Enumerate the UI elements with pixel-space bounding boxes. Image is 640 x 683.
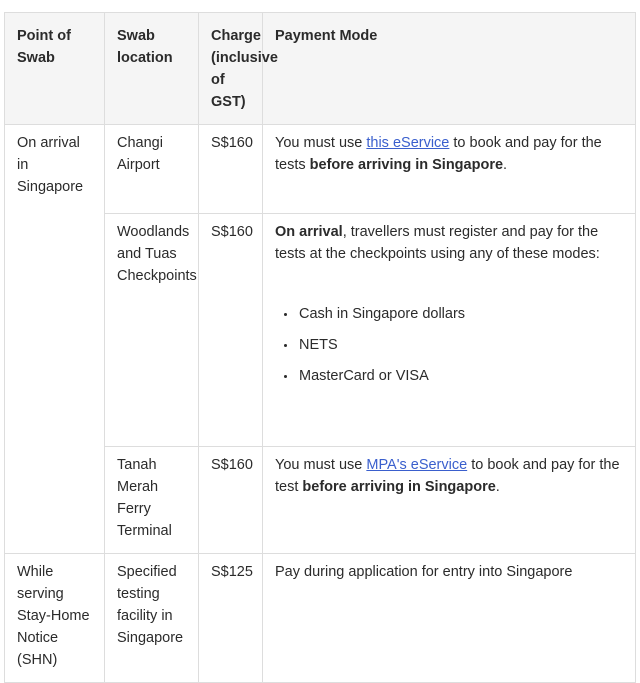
- point-of-swab-cell: While serving Stay-Home Notice (SHN): [5, 554, 105, 683]
- payment-mode-cell: [263, 447, 636, 554]
- table-header-row: [5, 13, 636, 125]
- header-charge: Charge (inclusive of GST): [199, 13, 263, 125]
- payment-text: You must use: [275, 135, 367, 151]
- payment-emphasis: On arrival: [275, 224, 343, 240]
- eservice-link[interactable]: this eService: [366, 135, 450, 151]
- charge-cell: S$160: [199, 447, 263, 554]
- payment-mode-cell: [263, 125, 636, 214]
- table-row: [5, 554, 636, 683]
- table-row: [5, 125, 636, 214]
- payment-mode-cell: Pay during application for entry into Singapore: [263, 554, 636, 683]
- charge-cell: S$125: [199, 554, 263, 683]
- payment-mode-cell: [263, 214, 636, 447]
- swab-location-cell: Woodlands and Tuas Checkpoints: [105, 214, 199, 447]
- swab-charges-table: [4, 12, 636, 683]
- payment-text: , travellers must register and pay for the tests at the checkpoints using any of these modes:: [275, 224, 600, 262]
- list-item: • Cash in Singapore dollars: [297, 303, 625, 325]
- header-swab-location: Swab location: [105, 13, 199, 125]
- payment-text: You must use: [275, 457, 367, 473]
- swab-location-cell: Specified testing facility in Singapore: [105, 554, 199, 683]
- header-payment-mode: Payment Mode: [263, 13, 636, 125]
- payment-text: .: [495, 479, 500, 495]
- mpa-eservice-link[interactable]: MPA's eService: [366, 457, 468, 473]
- payment-emphasis: before arriving in Singapore: [302, 479, 496, 495]
- swab-location-cell: Tanah Merah Ferry Terminal: [105, 447, 199, 554]
- payment-text: to book and pay for the tests: [275, 135, 602, 173]
- header-point-of-swab: Point of Swab: [5, 13, 105, 125]
- charge-cell: S$160: [199, 125, 263, 214]
- point-of-swab-cell: On arrival in Singapore: [5, 125, 105, 554]
- payment-modes-list: [275, 303, 625, 387]
- payment-text: to book and pay for the test: [275, 457, 620, 495]
- payment-emphasis: before arriving in Singapore: [309, 157, 504, 173]
- list-item: • MasterCard or VISA: [297, 365, 625, 387]
- payment-text: .: [503, 157, 508, 173]
- swab-location-cell: Changi Airport: [105, 125, 199, 214]
- charge-cell: S$160: [199, 214, 263, 447]
- list-item: • NETS: [297, 334, 625, 356]
